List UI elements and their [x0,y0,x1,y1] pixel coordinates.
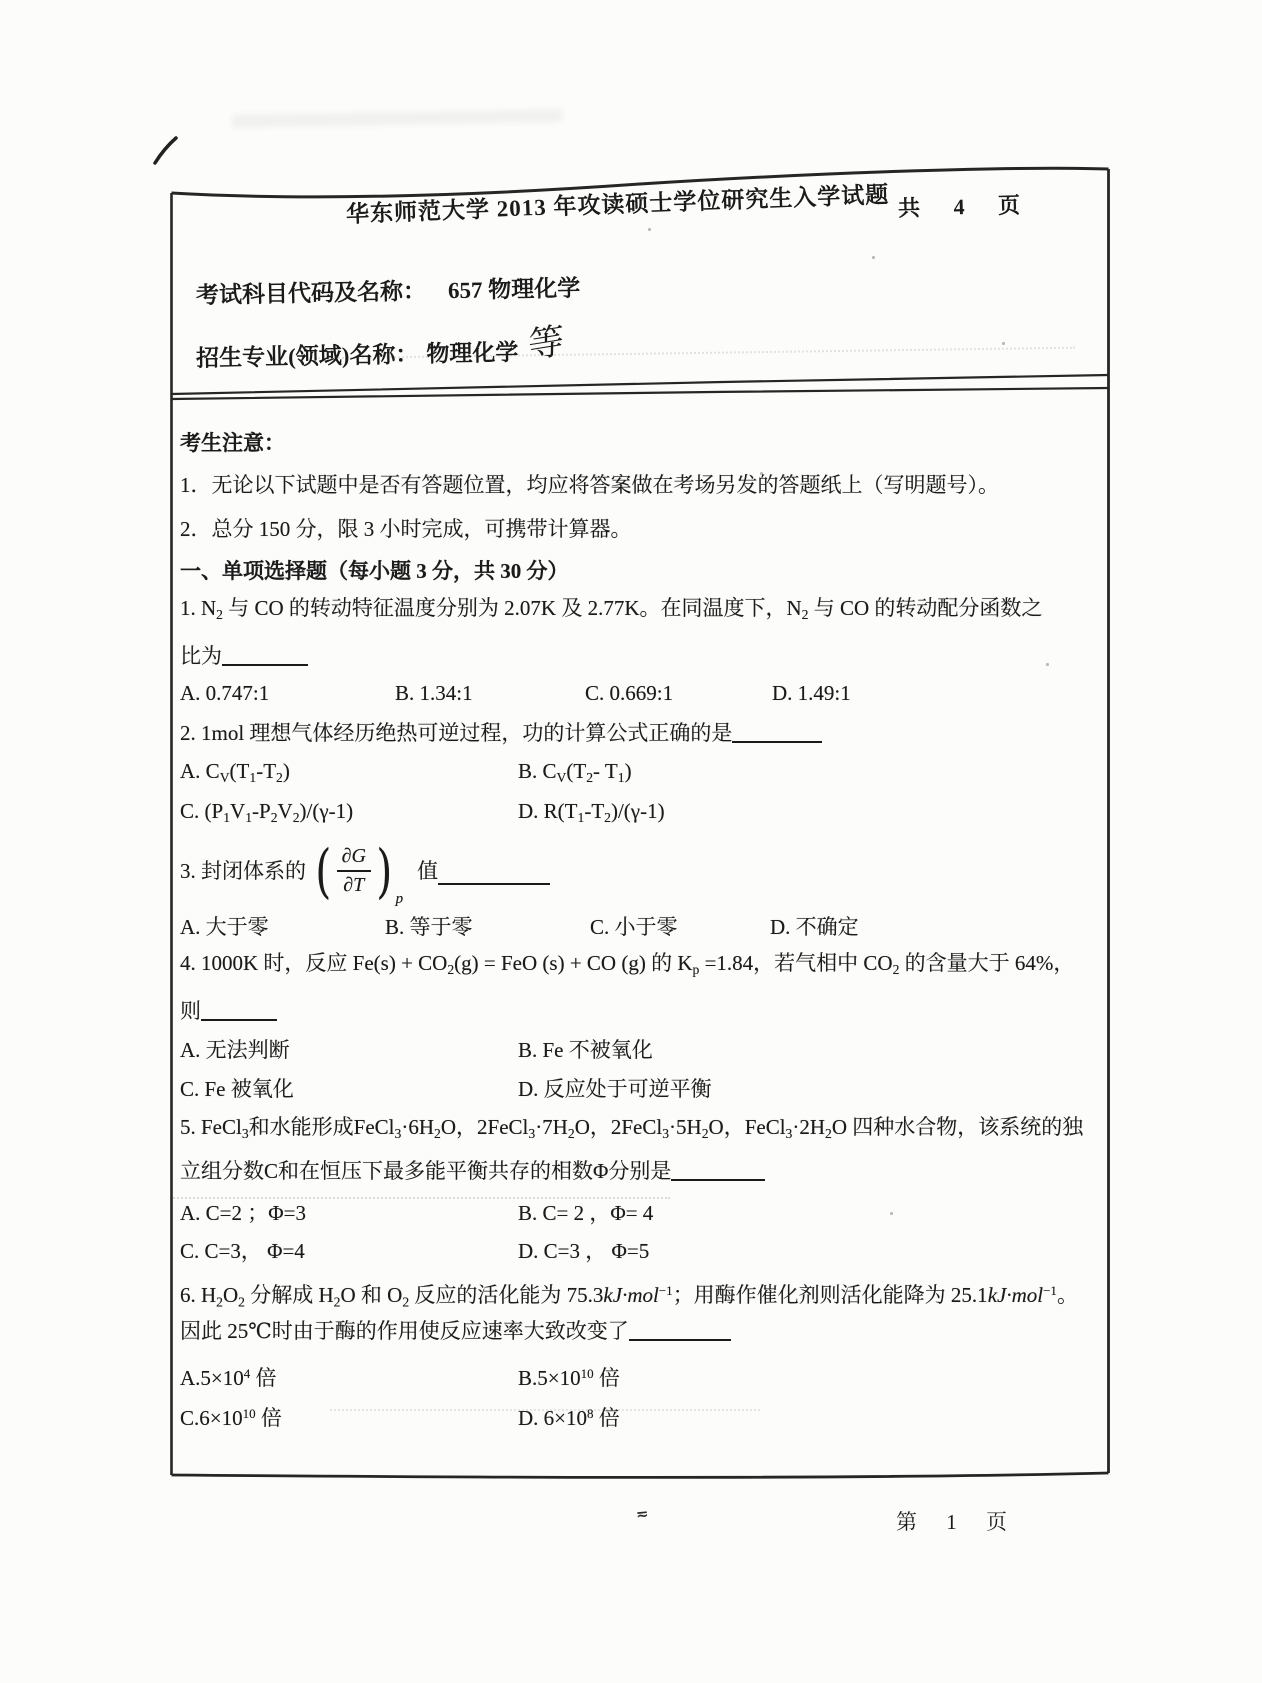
notice-item-1: 1．无论以下试题中是否有答题位置，均应将答案做在考场另发的答题纸上（写明题号）。 [180,473,999,497]
option-1a: A. 0.747:1 [180,681,270,705]
option-5d: D. C=3 ， Φ=5 [518,1239,650,1263]
option-5a: A. C=2 ；Φ=3 [180,1201,306,1225]
question-3-options [180,912,1095,942]
question-4-stem-line-2: 则 [180,996,1095,1026]
question-6-stem-line-1: 6. $H_2O_2$ 分解成 $H_2O$ 和 $O_2$ 反应的活化能为 75.3kJ·mol$^{-1}$；用酶作催化剂则活化能降为 25.1kJ·mol$^{-1}$。 [180,1283,1078,1310]
left-paren: ( [315,836,332,905]
partial-derivative-formula [312,836,404,907]
scan-smudge [232,109,562,128]
major-label: 招生专业(领域)名称： [195,341,419,371]
question-1-options [180,678,1095,708]
option-2b: B. $C_V(T_2-$ $T_1$) [518,759,632,786]
option-6c: $C.6\times 10^{10}$ 倍 [180,1406,282,1431]
constant-pressure-subscript: p [395,891,404,907]
answer-blank [732,721,822,743]
option-4a: A. 无法判断 [180,1038,290,1062]
footer-page-number: 第 1 页 [896,1510,1019,1534]
question-1-stem-line-2: 比为 [180,641,1095,671]
option-3c: C. 小于零 [590,915,678,939]
exam-title: 华东师范大学 2013 年攻读硕士学位研究生入学试题 [345,182,890,227]
question-5-options-cd [180,1236,1095,1266]
question-3-stem-prefix: 3. 封闭体系的 [180,859,306,883]
answer-blank [671,1159,765,1181]
question-5-stem-line-1: 5. FeCl$_3$和水能形成$FeCl_3\cdot 6H_2O$，$2FeCl_3\cdot 7H_2O$，$2FeCl_3\cdot 5H_2O$，$FeCl_3\cdot 2H_2O$ 四种水合物，该系统的独 [180,1115,1084,1142]
option-3d: D. 不确定 [770,915,859,939]
fraction [335,844,373,898]
option-1b: B. 1.34:1 [395,681,473,705]
question-4-options-ab [180,1035,1095,1065]
option-2c: C. $(P_1V_1-P_2V_2)/(\gamma-1)$ [180,799,354,826]
question-2-options-ab [180,756,1095,786]
right-paren: ) [376,836,393,905]
fraction-numerator: ∂G [337,844,371,872]
question-6-stem-line-2: 因此 25℃时由于酶的作用使反应速率大致改变了 [180,1316,1095,1346]
section-1-heading: 一、单项选择题（每小题 3 分，共 30 分） [180,559,569,583]
question-3-stem-suffix: 值 [417,859,439,883]
total-pages-label: 共 4 页 [897,192,1035,221]
question-6-options-ab [180,1359,1095,1389]
option-6b: $B.5\times 10^{10}$ 倍 [518,1366,620,1391]
subject-code-value: 657 物理化学 [447,275,581,304]
subject-code-label: 考试科目代码及名称： [195,278,427,308]
fraction-denominator: ∂T [343,874,365,896]
question-6-options-cd [180,1399,1095,1429]
option-4b: B. Fe 不被氧化 [518,1038,653,1062]
answer-blank [438,863,550,885]
option-5c: C. C=3， Φ=4 [180,1239,305,1263]
option-2d: D. $R(T_1-T_2)/(\gamma-1)$ [518,799,665,826]
option-4c: C. Fe 被氧化 [180,1077,294,1101]
option-6a: $A.5\times 10^4$ 倍 [180,1366,277,1391]
notice-heading: 考生注意： [180,431,285,455]
notice-item-2: 2．总分 150 分，限 3 小时完成，可携带计算器。 [180,517,632,541]
question-4-stem-line-1: 4. 1000K 时，反应 $Fe(s) + CO_2(g)$ = FeO (s) + CO (g) 的 $K_p =1.84$，若气相中 $CO_2$ 的含量大于 64%， [180,951,1075,978]
question-2-options-cd [180,796,1095,826]
option-3b: B. 等于零 [385,915,473,939]
option-2a: A. $C_V(T_1-T_2)$ [180,759,290,786]
option-5b: B. C= 2 ，Φ= 4 [518,1201,654,1225]
option-4d: D. 反应处于可逆平衡 [518,1077,712,1101]
question-5-options-ab [180,1198,1095,1228]
answer-blank [222,644,308,666]
handwritten-annotation: 等 [528,320,565,368]
major-line [196,319,565,377]
question-5-stem-line-2: 立组分数C和在恒压下最多能平衡共存的相数Φ分别是 [180,1156,1095,1186]
question-2-stem: 2. 1mol 理想气体经历绝热可逆过程，功的计算公式正确的是 [180,718,1095,748]
question-1-stem-line-1: 1. $N_2$ 与 CO 的转动特征温度分别为 2.07K 及 2.77K。在同温度下，$N_2$ 与 CO 的转动配分函数之 [180,596,1043,623]
question-4-options-cd [180,1074,1095,1104]
answer-blank [201,999,277,1021]
question-3-stem [180,832,1095,910]
option-6d: D. $6\times 10^8$ 倍 [518,1406,620,1431]
tiny-scribble-mark: ≂ [635,1506,650,1524]
major-value: 物理化学 [426,339,519,367]
option-1c: C. 0.669:1 [585,681,674,705]
option-3a: A. 大于零 [180,915,269,939]
option-1d: D. 1.49:1 [772,681,851,705]
answer-blank [629,1319,731,1341]
